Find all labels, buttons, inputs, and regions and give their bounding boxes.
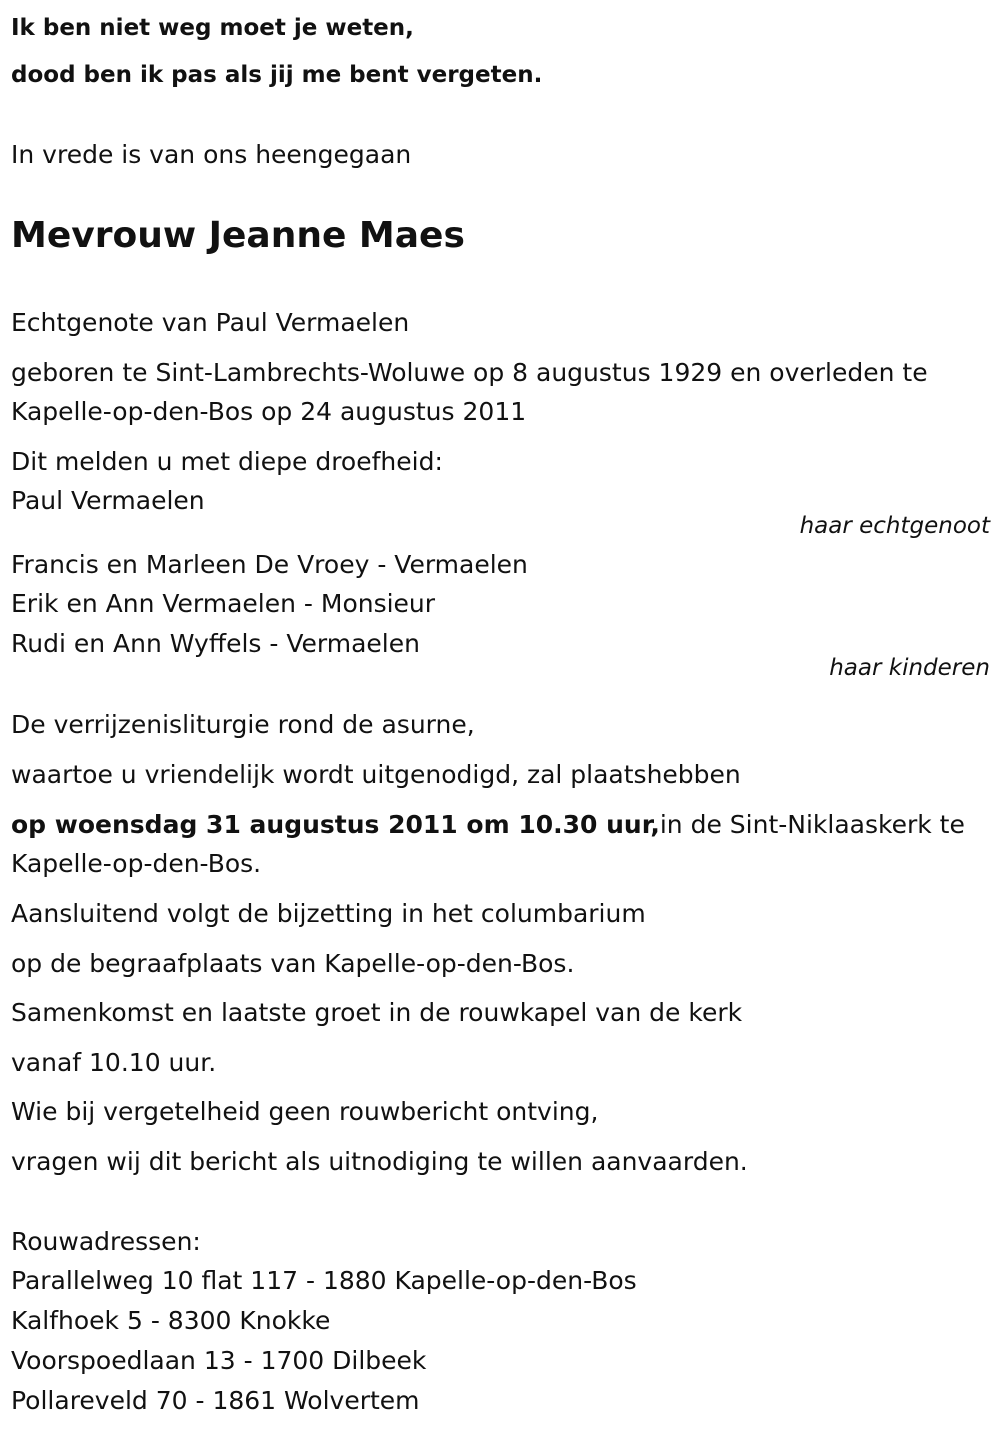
husband-role: haar echtgenoot xyxy=(799,513,990,539)
child-name: Rudi en Ann Wyffels - Vermaelen xyxy=(11,629,420,658)
gathering-line-2: vanaf 10.10 uur. xyxy=(11,1048,217,1077)
poem-line-2: dood ben ik pas als jij me bent vergeten. xyxy=(11,62,543,88)
notice-line-2: vragen wij dit bericht als uitnodiging te willen aanvaarden. xyxy=(11,1147,748,1176)
ceremony-date-line xyxy=(11,810,965,840)
address-item: Kalfhoek 5 - 8300 Knokke xyxy=(11,1306,331,1335)
birth-death-line-2: Kapelle-op-den-Bos op 24 augustus 2011 xyxy=(11,397,527,426)
child-name: Erik en Ann Vermaelen - Monsieur xyxy=(11,589,436,618)
birth-death-line-1: geboren te Sint-Lambrechts-Woluwe op 8 augustus 1929 en overleden te xyxy=(11,358,928,387)
gathering-line-1: Samenkomst en laatste groet in de rouwkapel van de kerk xyxy=(11,998,743,1027)
intro-text: In vrede is van ons heengegaan xyxy=(11,140,412,169)
address-item: Voorspoedlaan 13 - 1700 Dilbeek xyxy=(11,1346,427,1375)
ceremony-church: in de Sint-Niklaaskerk te xyxy=(659,810,965,839)
child-name: Francis en Marleen De Vroey - Vermaelen xyxy=(11,550,528,579)
ceremony-line-1: De verrijzenisliturgie rond de asurne, xyxy=(11,710,475,739)
ceremony-line-2: waartoe u vriendelijk wordt uitgenodigd, zal plaatshebben xyxy=(11,760,741,789)
address-item: Pollareveld 70 - 1861 Wolvertem xyxy=(11,1386,420,1415)
spouse-line: Echtgenote van Paul Vermaelen xyxy=(11,308,410,337)
burial-line-2: op de begraafplaats van Kapelle-op-den-Bos. xyxy=(11,949,575,978)
burial-line-1: Aansluitend volgt de bijzetting in het columbarium xyxy=(11,899,646,928)
children-role: haar kinderen xyxy=(829,655,990,681)
poem-line-1: Ik ben niet weg moet je weten, xyxy=(11,15,414,41)
announcement: Dit melden u met diepe droefheid: xyxy=(11,447,443,476)
ceremony-location: Kapelle-op-den-Bos. xyxy=(11,849,262,878)
ceremony-date: op woensdag 31 augustus 2011 om 10.30 uur, xyxy=(11,810,660,839)
address-item: Parallelweg 10 flat 117 - 1880 Kapelle-op-den-Bos xyxy=(11,1266,637,1295)
deceased-name: Mevrouw Jeanne Maes xyxy=(11,215,465,256)
husband-name: Paul Vermaelen xyxy=(11,486,205,515)
notice-line-1: Wie bij vergetelheid geen rouwbericht ontving, xyxy=(11,1097,599,1126)
addresses-heading: Rouwadressen: xyxy=(11,1227,201,1256)
